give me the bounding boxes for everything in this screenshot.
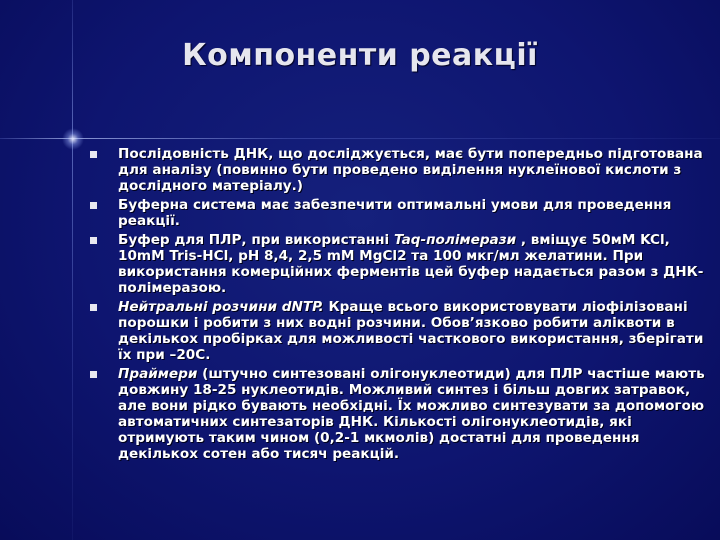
slide-title: Компоненти реакції [182,38,538,73]
item-emphasis: Нейтральні розчини dNTP. [118,299,324,315]
square-bullet-icon [90,202,97,209]
decorative-horizontal-line [0,138,720,139]
item-text-rest: , вміщує 50мМ KCl, 10mM Tris-HCl, pH 8,4, 2,5 mM MgCl2 та 100 мкг/мл желатини. При використання комерційних ферментів цей буфер надається разом з ДНК-полімеразою. [118,232,704,296]
item-emphasis: Taq-полімерази [393,232,517,248]
list-item [88,232,708,296]
item-text-lead: Буфер для ПЛР, при використанні [118,232,394,248]
list-item [88,299,708,363]
list-item [88,146,708,194]
item-text: Послідовність ДНК, що досліджується, має бути попередньо підготована для аналізу (повинно бути проведено виділення нуклеїнової кислоти з дослідного матеріалу.) [118,146,703,194]
square-bullet-icon [90,151,97,158]
sparkle-icon [62,128,84,150]
item-text: Буферна система має забезпечити оптимальні умови для проведення реакції. [118,197,672,229]
list-item [88,197,708,229]
bullet-list [88,146,708,465]
decorative-vertical-line [72,0,73,540]
square-bullet-icon [90,371,97,378]
square-bullet-icon [90,237,97,244]
item-text-rest: Краще всього використовувати ліофілізовані порошки і робити з них водні розчини. Обов’язково робити аліквоти в декількох пробірках для можливості часткового використання, зберігати їх при –20С. [118,299,704,363]
item-text-rest: (штучно синтезовані олігонуклеотиди) для ПЛР частіше мають довжину 18-25 нуклеотидів. Можливий синтез і більш довгих затравок, але вони рідко бувають необхідні. Їх можливо синтезувати за допомогою автоматичних синтезаторів ДНК. Кількості олігонуклеотидів, які отримують таким чином (0,2-1 мкмолів) достатні для проведення декількох сотен або тисяч реакцій. [118,366,705,462]
square-bullet-icon [90,304,97,311]
item-emphasis: Праймери [118,366,198,382]
list-item [88,366,708,462]
